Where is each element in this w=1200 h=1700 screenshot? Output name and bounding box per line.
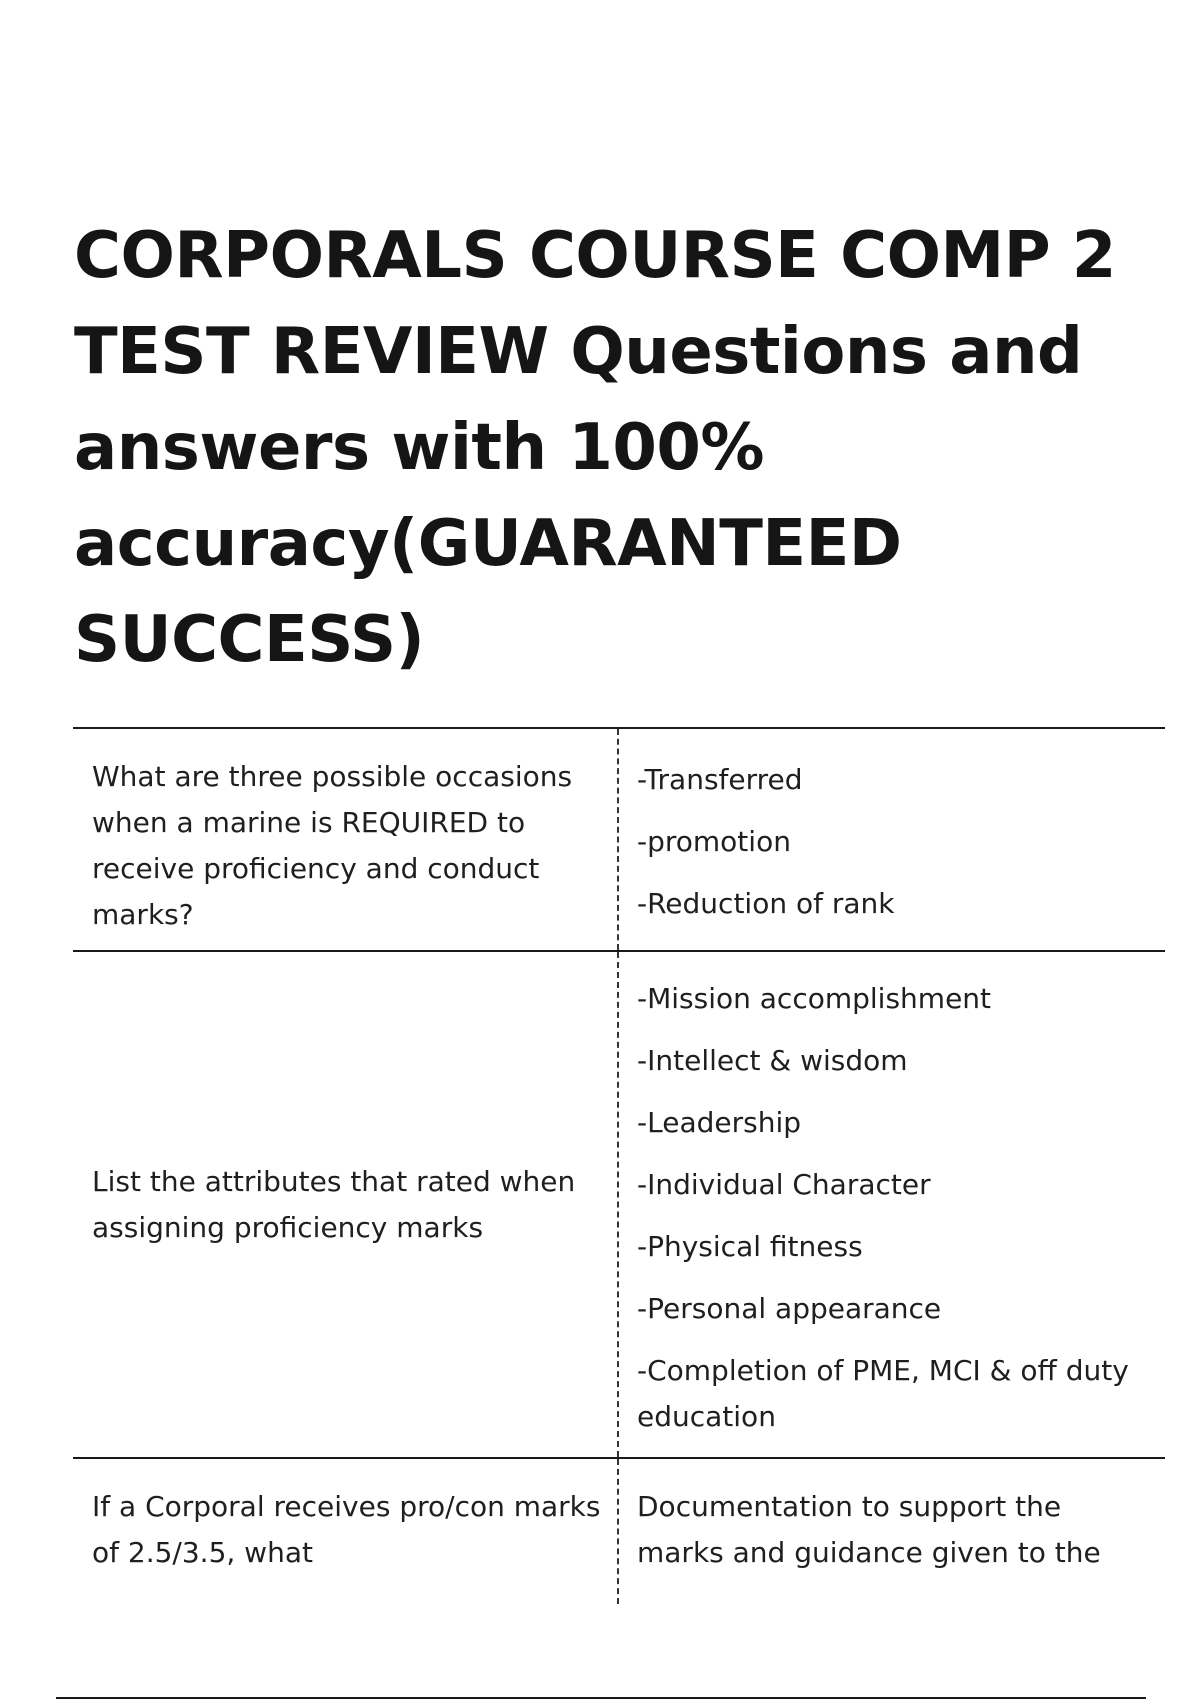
answer-item: -Intellect & wisdom: [637, 1044, 908, 1077]
answer-item: -promotion: [637, 825, 791, 858]
answer-cell: [619, 729, 1165, 950]
answer-item: -Leadership: [637, 1106, 801, 1139]
answer-item: -Reduction of rank: [637, 887, 895, 920]
qa-table: [73, 727, 1165, 1604]
question-text: If a Corporal receives pro/con marks of 2.5/3.5, what: [92, 1490, 601, 1569]
qa-row: [73, 727, 1165, 950]
qa-row: [73, 1457, 1165, 1604]
title-line: CORPORALS COURSE COMP 2: [74, 219, 1116, 293]
answer-item: -Individual Character: [637, 1168, 931, 1201]
title-line: SUCCESS): [74, 603, 425, 677]
question-cell: [73, 952, 619, 1457]
answer-item: Documentation to support the marks and guidance given to the: [637, 1490, 1101, 1569]
answer-item: -Physical fitness: [637, 1230, 863, 1263]
answer-item: -Transferred: [637, 763, 803, 796]
page-bottom-rule: [56, 1697, 1146, 1699]
question-text: What are three possible occasions when a marine is REQUIRED to receive proficiency and conduct marks?: [92, 760, 573, 931]
document-title: [74, 208, 1154, 688]
answer-item: -Completion of PME, MCI & off duty education: [637, 1354, 1129, 1433]
answer-item: -Mission accomplishment: [637, 982, 992, 1015]
title-line: answers with 100%: [74, 411, 765, 485]
question-cell: [73, 1459, 619, 1604]
title-line: accuracy(GUARANTEED: [74, 507, 902, 581]
answer-item: -Personal appearance: [637, 1292, 942, 1325]
answer-cell: [619, 952, 1165, 1457]
question-text: List the attributes that rated when assigning proficiency marks: [92, 1164, 576, 1244]
qa-row: [73, 950, 1165, 1457]
question-cell: [73, 729, 619, 950]
answer-cell: [619, 1459, 1165, 1604]
title-line: TEST REVIEW Questions and: [74, 315, 1083, 389]
